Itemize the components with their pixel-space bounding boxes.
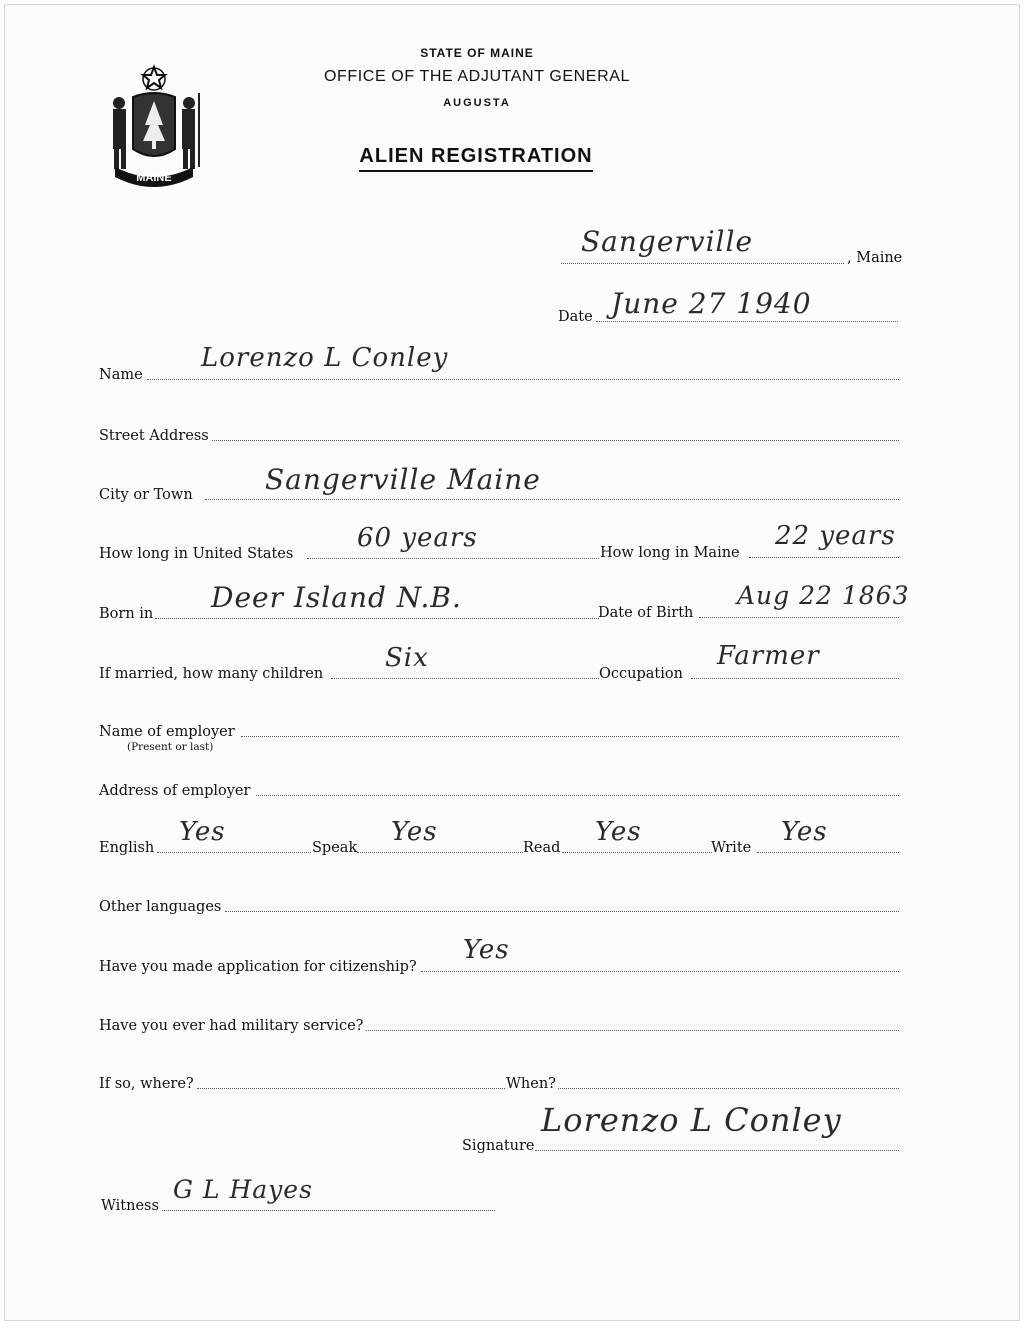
born-in-line <box>155 618 599 619</box>
english-label: English <box>99 840 155 856</box>
street-label: Street Address <box>99 428 209 444</box>
how-long-us-label: How long in United States <box>99 546 294 562</box>
street-line <box>212 440 899 441</box>
date-of-birth-line <box>699 617 899 618</box>
location-line <box>561 263 844 264</box>
children-line <box>331 678 599 679</box>
employer-label: Name of employer <box>99 724 235 740</box>
name-line <box>147 379 899 380</box>
city-value: Sangerville Maine <box>265 463 541 496</box>
write-line <box>757 852 899 853</box>
children-value: Six <box>385 643 429 673</box>
employer-sublabel: (Present or last) <box>127 741 214 753</box>
speak-line <box>357 852 523 853</box>
city-label: City or Town <box>99 487 193 503</box>
how-long-maine-label: How long in Maine <box>600 545 740 561</box>
when-label: When? <box>506 1076 556 1092</box>
other-languages-line <box>225 911 899 912</box>
speak-value: Yes <box>391 817 438 847</box>
witness-value: G L Hayes <box>173 1175 313 1204</box>
when-line <box>558 1088 899 1089</box>
born-in-value: Deer Island N.B. <box>211 581 462 614</box>
date-line <box>596 321 898 322</box>
svg-text:MAINE: MAINE <box>136 172 172 184</box>
name-label: Name <box>99 367 143 383</box>
english-value: Yes <box>179 817 226 847</box>
children-label: If married, how many children <box>99 666 324 682</box>
employer-address-label: Address of employer <box>99 783 251 799</box>
signature-line <box>535 1150 899 1151</box>
signature-label: Signature <box>462 1138 535 1154</box>
where-line <box>197 1088 505 1089</box>
city-line <box>205 499 899 500</box>
citizenship-value: Yes <box>463 935 510 965</box>
city-heading: AUGUSTA <box>443 97 511 109</box>
how-long-us-value: 60 years <box>357 523 478 553</box>
date-of-birth-value: Aug 22 1863 <box>737 581 910 610</box>
read-line <box>562 852 712 853</box>
date-value: June 27 1940 <box>611 287 812 320</box>
form-title: ALIEN REGISTRATION <box>0 145 984 168</box>
registration-form <box>4 4 1020 1321</box>
military-line <box>366 1030 899 1031</box>
citizenship-line <box>421 971 899 972</box>
witness-line <box>162 1210 495 1211</box>
english-line <box>157 852 311 853</box>
write-label: Write <box>711 840 752 856</box>
how-long-maine-value: 22 years <box>775 521 896 551</box>
how-long-us-line <box>307 558 599 559</box>
where-label: If so, where? <box>99 1076 194 1092</box>
witness-label: Witness <box>101 1198 159 1214</box>
military-label: Have you ever had military service? <box>99 1018 364 1034</box>
how-long-maine-line <box>749 557 899 558</box>
occupation-label: Occupation <box>599 666 683 682</box>
date-label: Date <box>558 309 593 325</box>
read-label: Read <box>523 840 561 856</box>
citizenship-label: Have you made application for citizenship? <box>99 959 417 975</box>
date-of-birth-label: Date of Birth <box>598 605 694 621</box>
occupation-value: Farmer <box>717 641 820 671</box>
location-value: Sangerville <box>581 225 754 258</box>
speak-label: Speak <box>312 840 358 856</box>
office-heading: OFFICE OF THE ADJUTANT GENERAL <box>323 68 631 85</box>
employer-line <box>241 736 899 737</box>
read-value: Yes <box>595 817 642 847</box>
write-value: Yes <box>781 817 828 847</box>
other-languages-label: Other languages <box>99 899 222 915</box>
location-suffix: , Maine <box>847 250 903 266</box>
born-in-label: Born in <box>99 606 154 622</box>
occupation-line <box>691 678 899 679</box>
name-value: Lorenzo L Conley <box>201 343 449 373</box>
signature-value: Lorenzo L Conley <box>541 1101 842 1139</box>
employer-address-line <box>256 795 899 796</box>
state-heading: STATE OF MAINE <box>420 46 534 60</box>
